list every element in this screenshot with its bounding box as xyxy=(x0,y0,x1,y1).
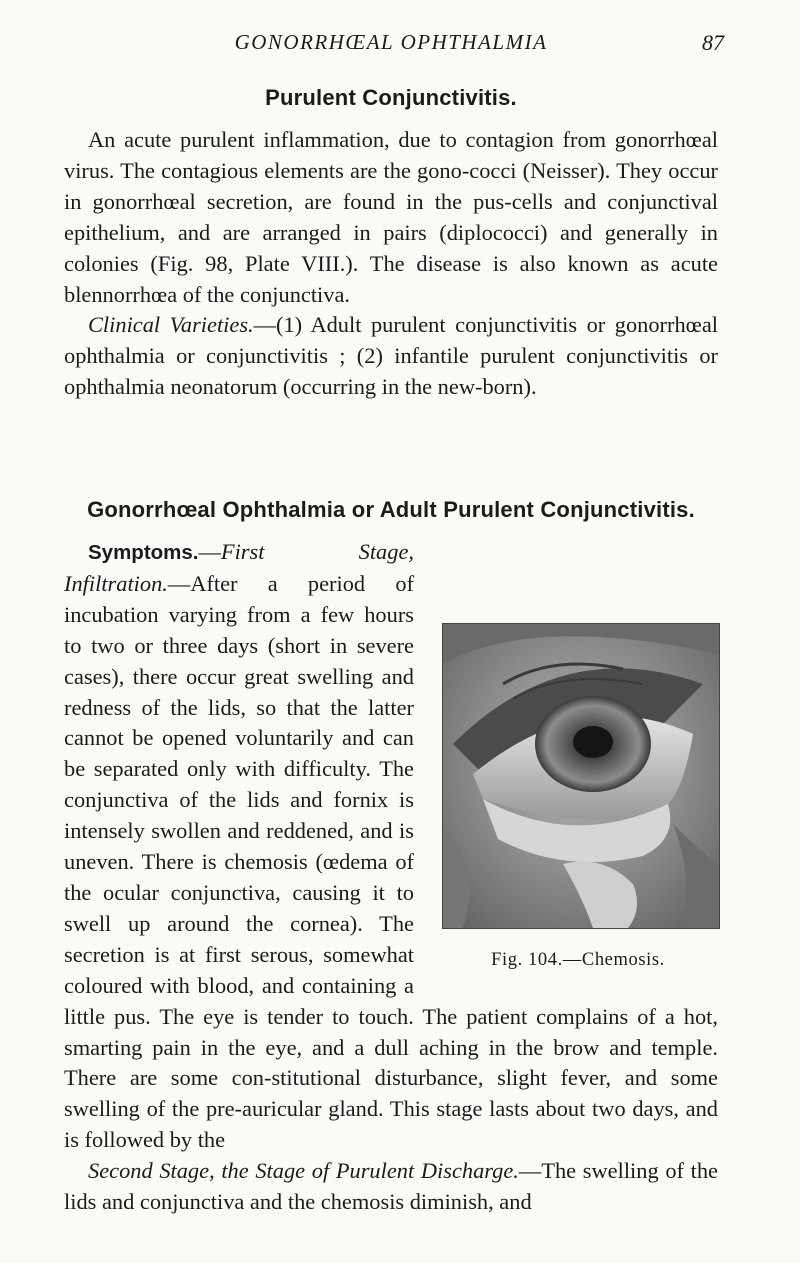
figure-caption: Fig. 104.—Chemosis. xyxy=(491,950,665,970)
section-body-1 xyxy=(64,125,718,403)
page-number: 87 xyxy=(702,30,724,55)
second-stage-text: —The swelling of the lids and conjunctiva and the chemosis diminish, and xyxy=(64,1158,718,1215)
section-body-2 xyxy=(64,537,718,1218)
book-page xyxy=(64,0,724,1263)
section-heading-gonorrhoeal-ophthalmia: Gonorrhœal Ophthalmia or Adult Purulent Conjunctivitis. xyxy=(87,497,695,522)
section-heading-purulent-conjunctivitis: Purulent Conjunctivitis. xyxy=(265,85,517,110)
second-stage-label: Second Stage, the Stage of Purulent Discharge. xyxy=(88,1158,519,1184)
running-head xyxy=(64,30,724,64)
chemosis-photograph xyxy=(442,623,720,929)
first-stage-text: —After a period of incubation varying from a few hours to two or three days (short in severe cases), there occur great swelling and redness of the lids, so that the latter cannot be opened voluntarily and can be separated only with difficulty. The conjunctiva of the lids and fornix is intensely swollen and reddened, and is uneven. There is chemosis (œdema of the ocular conjunctiva, causing it to swell up around the cornea). The secretion is at first serous, somewhat coloured with blood, and containing a little pus. The eye is tender to touch. The patient complains of a hot, smarting pain in the eye, and a dull aching in the brow and temple. There are some con-stitutional disturbance, slight fever, and some swelling of the pre-auricular gland. This stage lasts about two days, and is followed by the xyxy=(64,570,718,1153)
dash: — xyxy=(198,539,221,564)
paragraph-second-stage xyxy=(64,1156,718,1218)
eye-illustration xyxy=(443,624,719,928)
figure-chemosis xyxy=(432,623,724,981)
symptoms-label: Symptoms. xyxy=(88,541,199,564)
running-title: GONORRHŒAL OPHTHALMIA xyxy=(234,30,548,54)
paragraph-clinical-varieties xyxy=(64,310,718,403)
clinical-varieties-label: Clinical Varieties. xyxy=(88,312,254,338)
first-stage-label: First Stage, Infiltration. xyxy=(64,539,414,596)
clinical-varieties-text: —(1) Adult purulent conjunctivitis or gonorrhœal ophthalmia or conjunctivitis ; (2) infantile purulent conjunctivitis or ophthalmia neonatorum (occurring in the new-born). xyxy=(64,312,718,400)
paragraph-definition: An acute purulent inflammation, due to contagion from gonorrhœal virus. The contagious elements are the gono-cocci (Neisser). They occur in gonorrhœal secretion, are found in the pus-cells and conjunctival epithelium, and are arranged in pairs (diplococci) and generally in colonies (Fig. 98, Plate VIII.). The disease is also known as acute blennorrhœa of the conjunctiva. xyxy=(64,127,718,307)
